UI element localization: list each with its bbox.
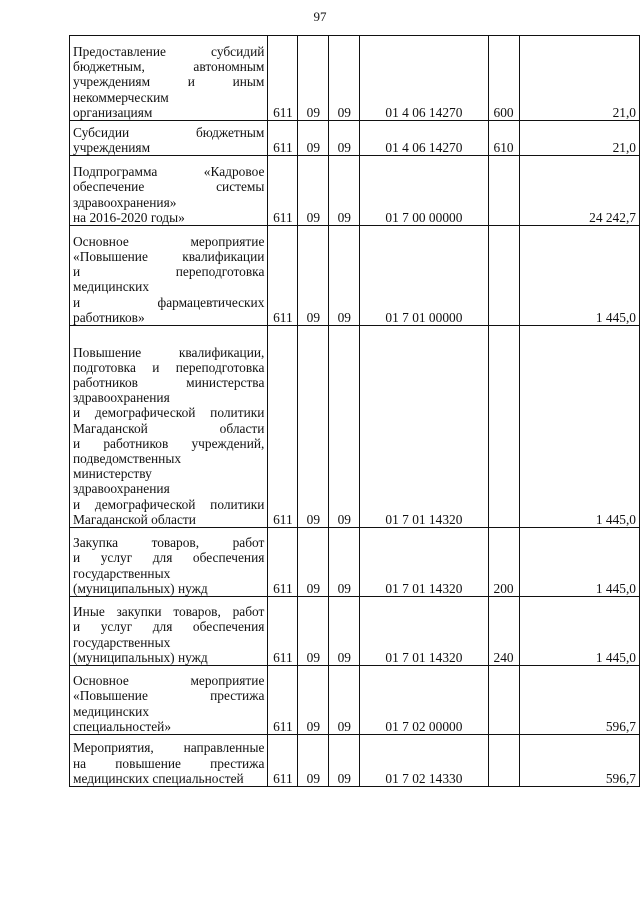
- row-name-line: Повышение квалификации,: [73, 344, 265, 360]
- expense-type-cell: [488, 326, 519, 528]
- table-row: [70, 156, 640, 226]
- target-article-cell: 01 7 01 14320: [360, 597, 488, 666]
- row-name-line: «Повышение квалификации: [73, 248, 265, 264]
- target-article-cell: 01 7 01 14320: [360, 528, 488, 597]
- row-name-line: медицинских специальностей: [73, 770, 244, 786]
- expense-type-cell: [488, 666, 519, 735]
- target-article-cell: 01 7 01 00000: [360, 226, 488, 326]
- amount-cell: 1 445,0: [519, 326, 639, 528]
- ministry-code-cell: 611: [268, 735, 298, 787]
- budget-table: [69, 35, 640, 787]
- row-name-line: и услуг для обеспечения: [73, 619, 265, 635]
- row-name-line: подготовка и переподготовка: [73, 359, 265, 375]
- table-row: [70, 226, 640, 326]
- expense-type-cell: 600: [488, 36, 519, 121]
- table-row: [70, 528, 640, 597]
- row-name-line: Магаданской области: [73, 420, 265, 436]
- row-name-cell: [70, 36, 268, 121]
- ministry-code-cell: 611: [268, 597, 298, 666]
- row-name-line: и фармацевтических: [73, 294, 265, 310]
- row-name-line: Основное мероприятие: [73, 673, 265, 689]
- row-name-line: Мероприятия, направленные: [73, 740, 265, 756]
- row-name-line: работников министерства: [73, 374, 265, 390]
- section-code-cell: 09: [298, 666, 329, 735]
- amount-cell: 1 445,0: [519, 226, 639, 326]
- target-article-cell: 01 7 02 14330: [360, 735, 488, 787]
- row-name-line: и переподготовка: [73, 264, 265, 280]
- row-name-line: некоммерческим: [73, 89, 169, 105]
- row-name-line: работников»: [73, 309, 145, 325]
- amount-cell: 596,7: [519, 666, 639, 735]
- row-name-line: и демографической политики: [73, 405, 265, 421]
- row-name-line: «Повышение престижа: [73, 688, 265, 704]
- section-code-cell: 09: [298, 735, 329, 787]
- row-name-cell: [70, 597, 268, 666]
- subsection-code-cell: 09: [329, 735, 360, 787]
- row-name-line: (муниципальных) нужд: [73, 580, 208, 596]
- ministry-code-cell: 611: [268, 528, 298, 597]
- expense-type-cell: [488, 735, 519, 787]
- subsection-code-cell: 09: [329, 326, 360, 528]
- row-name-line: государственных: [73, 565, 171, 581]
- row-name-cell: [70, 226, 268, 326]
- ministry-code-cell: 611: [268, 226, 298, 326]
- row-name-line: специальностей»: [73, 718, 172, 734]
- section-code-cell: 09: [298, 528, 329, 597]
- table-row: [70, 326, 640, 528]
- subsection-code-cell: 09: [329, 528, 360, 597]
- row-name-cell: [70, 528, 268, 597]
- row-name-cell: [70, 666, 268, 735]
- amount-cell: 596,7: [519, 735, 639, 787]
- row-name-line: здравоохранения»: [73, 194, 177, 210]
- ministry-code-cell: 611: [268, 666, 298, 735]
- table-row: [70, 121, 640, 156]
- target-article-cell: 01 4 06 14270: [360, 36, 488, 121]
- row-name-cell: [70, 156, 268, 226]
- row-name-line: и услуг для обеспечения: [73, 550, 265, 566]
- amount-cell: 21,0: [519, 36, 639, 121]
- row-name-line: и работников учреждений,: [73, 435, 265, 451]
- expense-type-cell: [488, 226, 519, 326]
- subsection-code-cell: 09: [329, 666, 360, 735]
- expense-type-cell: 610: [488, 121, 519, 156]
- subsection-code-cell: 09: [329, 121, 360, 156]
- row-name-line: на 2016-2020 годы»: [73, 209, 185, 225]
- expense-type-cell: 200: [488, 528, 519, 597]
- row-name-line: Магаданской области: [73, 511, 196, 527]
- section-code-cell: 09: [298, 226, 329, 326]
- target-article-cell: 01 4 06 14270: [360, 121, 488, 156]
- row-name-line: (муниципальных) нужд: [73, 649, 208, 665]
- amount-cell: 21,0: [519, 121, 639, 156]
- amount-cell: 1 445,0: [519, 597, 639, 666]
- row-name-line: министерству: [73, 466, 152, 482]
- ministry-code-cell: 611: [268, 121, 298, 156]
- subsection-code-cell: 09: [329, 597, 360, 666]
- row-name-line: бюджетным, автономным: [73, 59, 265, 75]
- table-row: [70, 597, 640, 666]
- row-name-line: государственных: [73, 634, 171, 650]
- amount-cell: 1 445,0: [519, 528, 639, 597]
- row-name-line: обеспечение системы: [73, 179, 265, 195]
- row-name-line: Закупка товаров, работ: [73, 535, 265, 551]
- row-name-line: Подпрограмма «Кадровое: [73, 164, 265, 180]
- row-name-line: медицинских: [73, 279, 150, 295]
- row-name-line: медицинских: [73, 703, 150, 719]
- section-code-cell: 09: [298, 36, 329, 121]
- section-code-cell: 09: [298, 121, 329, 156]
- row-name-line: организациям: [73, 104, 153, 120]
- section-code-cell: 09: [298, 326, 329, 528]
- table-row: [70, 666, 640, 735]
- row-name-cell: [70, 326, 268, 528]
- table-row: [70, 36, 640, 121]
- row-name-line: Иные закупки товаров, работ: [73, 604, 265, 620]
- row-name-line: Предоставление субсидий: [73, 43, 265, 59]
- table-row: [70, 735, 640, 787]
- subsection-code-cell: 09: [329, 156, 360, 226]
- row-name-line: здравоохранения: [73, 481, 170, 497]
- section-code-cell: 09: [298, 597, 329, 666]
- ministry-code-cell: 611: [268, 156, 298, 226]
- target-article-cell: 01 7 02 00000: [360, 666, 488, 735]
- row-name-line: Основное мероприятие: [73, 233, 265, 249]
- row-name-line: на повышение престижа: [73, 755, 265, 771]
- row-name-line: учреждениям: [73, 139, 151, 155]
- target-article-cell: 01 7 00 00000: [360, 156, 488, 226]
- amount-cell: 24 242,7: [519, 156, 639, 226]
- row-name-line: подведомственных: [73, 450, 182, 466]
- row-name-line: здравоохранения: [73, 390, 170, 406]
- section-code-cell: 09: [298, 156, 329, 226]
- expense-type-cell: 240: [488, 597, 519, 666]
- ministry-code-cell: 611: [268, 326, 298, 528]
- row-name-line: учреждениям и иным: [73, 74, 265, 90]
- row-name-cell: [70, 121, 268, 156]
- ministry-code-cell: 611: [268, 36, 298, 121]
- row-name-line: и демографической политики: [73, 496, 265, 512]
- target-article-cell: 01 7 01 14320: [360, 326, 488, 528]
- row-name-cell: [70, 735, 268, 787]
- subsection-code-cell: 09: [329, 226, 360, 326]
- expense-type-cell: [488, 156, 519, 226]
- page-number: 97: [313, 9, 327, 24]
- subsection-code-cell: 09: [329, 36, 360, 121]
- row-name-line: Субсидии бюджетным: [73, 124, 265, 140]
- budget-table-body: [70, 36, 640, 787]
